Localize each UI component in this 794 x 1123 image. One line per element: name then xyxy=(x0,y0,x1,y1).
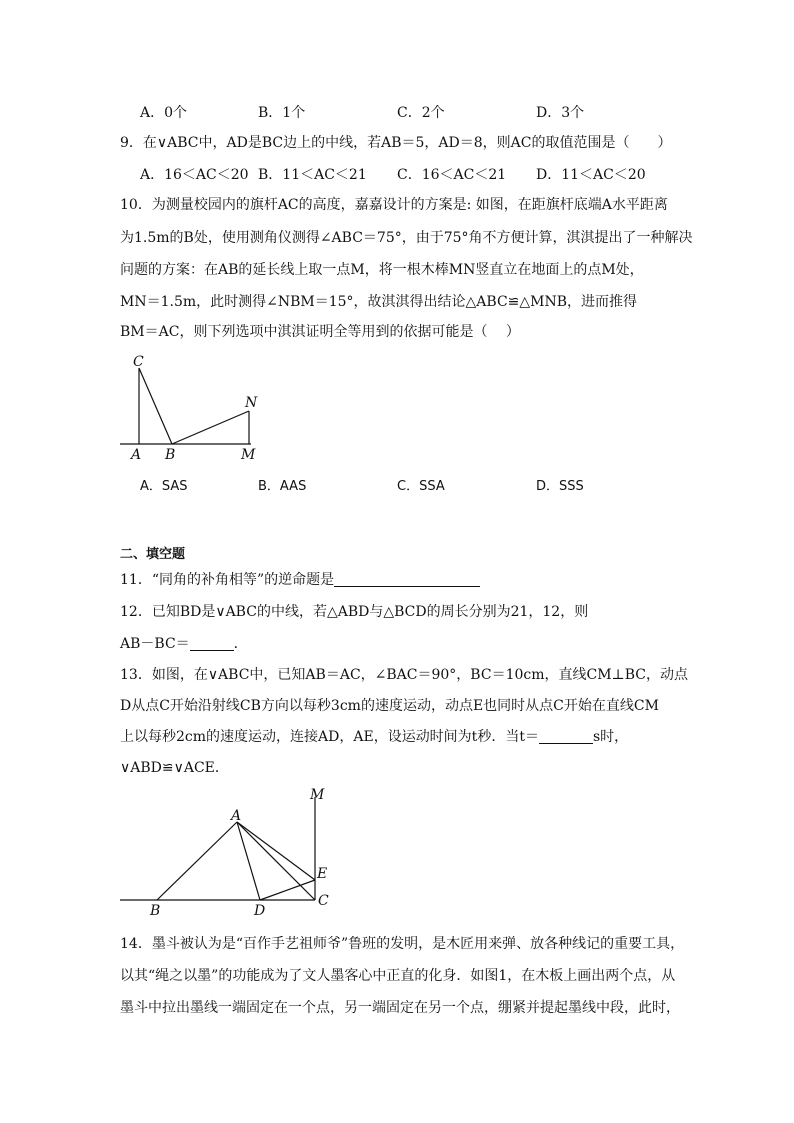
q9-option-a: A．16＜AC＜20 xyxy=(140,167,249,183)
q9-option-d: D．11＜AC＜20 xyxy=(536,167,646,183)
q12-line-2 xyxy=(120,634,248,654)
q10-option-a: A．SAS xyxy=(140,479,188,494)
q13-segment-de xyxy=(260,880,315,900)
q12-suffix: ． xyxy=(233,636,248,652)
q11-text: 11．“同角的补角相等”的逆命题是 xyxy=(120,572,335,588)
q10-line-3: 问题的方案：在AB的延长线上取一点M，将一根木棒MN竖直立在地面上的点M处， xyxy=(120,262,644,278)
q10-label-n: N xyxy=(245,395,258,411)
q13-line-1: 13．如图，在∨ABC中，已知AB＝AC，∠BAC＝90°，BC＝10cm，直线CM⊥BC，动点 xyxy=(120,667,688,683)
q9-stem: 9．在∨ABC中，AD是BC边上的中线，若AB＝5，AD＝8，则AC的取值范围是（ ） xyxy=(120,135,672,151)
q13-label-b: B xyxy=(150,903,161,919)
q14-line-1: 14．墨斗被认为是“百作手艺祖师爷”鲁班的发明，是木匠用来弹、放各种线记的重要工具， xyxy=(120,936,685,952)
q10-option-b: B．AAS xyxy=(258,479,307,494)
section-title-fill-in: 二、填空题 xyxy=(120,547,186,562)
q13-line-4: ∨ABD≌∨ACE． xyxy=(120,760,229,776)
q10-option-c: C．SSA xyxy=(397,479,445,494)
q10-segment-bn xyxy=(172,411,249,444)
q13-segment-ab xyxy=(157,822,237,900)
q10-segment-cb xyxy=(139,368,172,444)
q13-segment-ae xyxy=(237,822,315,880)
q9-option-b: B．11＜AC＜21 xyxy=(258,167,367,183)
q10-label-b: B xyxy=(165,447,176,463)
q10-line-1: 10．为测量校园内的旗杆AC的高度，嘉嘉设计的方案是: 如图，在距旗杆底端A水平距离 xyxy=(120,197,668,213)
q12-line-1: 12．已知BD是∨ABC的中线，若△ABD与△BCD的周长分别为21，12，则 xyxy=(120,604,589,620)
q10-label-m: M xyxy=(241,447,256,463)
q8-option-c: C．2个 xyxy=(397,105,445,121)
q8-option-b: B．1个 xyxy=(258,105,306,121)
q13-line-3-suffix: s时， xyxy=(592,729,629,745)
q13-label-m: M xyxy=(310,787,325,803)
q12-answer-blank[interactable] xyxy=(190,636,234,651)
q13-answer-blank[interactable] xyxy=(539,729,593,744)
q12-prefix: AB－BC＝ xyxy=(120,636,190,652)
q9-option-c: C．16＜AC＜21 xyxy=(397,167,507,183)
q9-options xyxy=(0,165,794,185)
q10-label-a: A xyxy=(131,447,142,463)
q13-label-d: D xyxy=(254,903,266,919)
q8-option-d: D．3个 xyxy=(536,105,585,121)
q11-answer-blank[interactable] xyxy=(334,572,480,587)
q10-line-4: MN＝1.5m，此时测得∠NBM＝15°，故淇淇得出结论△ABC≌△MNB，进而推得 xyxy=(120,294,638,310)
q13-line-3 xyxy=(120,727,628,747)
q14-line-2: 以其“绳之以墨”的功能成为了文人墨客心中正直的化身．如图1，在木板上画出两个点，从 xyxy=(120,968,676,984)
q13-figure xyxy=(115,785,340,920)
q10-option-d: D．SSS xyxy=(536,479,584,494)
q10-figure xyxy=(115,352,275,464)
q13-label-e: E xyxy=(317,866,328,882)
q13-label-a: A xyxy=(231,808,242,824)
q13-line-2: D从点C开始沿射线CB方向以每秒3cm的速度运动，动点E也同时从点C开始在直线CM xyxy=(120,698,659,714)
q10-label-c: C xyxy=(133,354,144,370)
q13-label-c: C xyxy=(318,893,329,909)
q8-option-a: A．0个 xyxy=(140,105,188,121)
q8-options xyxy=(0,103,794,123)
q10-options xyxy=(0,477,794,497)
q13-line-3-text: 上以每秒2cm的速度运动，连接AD，AE，设运动时间为t秒．当t＝ xyxy=(120,729,539,745)
q10-line-2: 为1.5m的B处，使用测角仪测得∠ABC＝75°，由于75°角不方便计算，淇淇提出了一种解决 xyxy=(120,230,693,246)
q10-line-5: BM＝AC，则下列选项中淇淇证明全等用到的依据可能是（ ） xyxy=(120,324,520,340)
q11-line xyxy=(120,570,480,590)
q14-line-3: 墨斗中拉出墨线一端固定在一个点，另一端固定在另一个点，绷紧并提起墨线中段，此时， xyxy=(120,1000,680,1016)
